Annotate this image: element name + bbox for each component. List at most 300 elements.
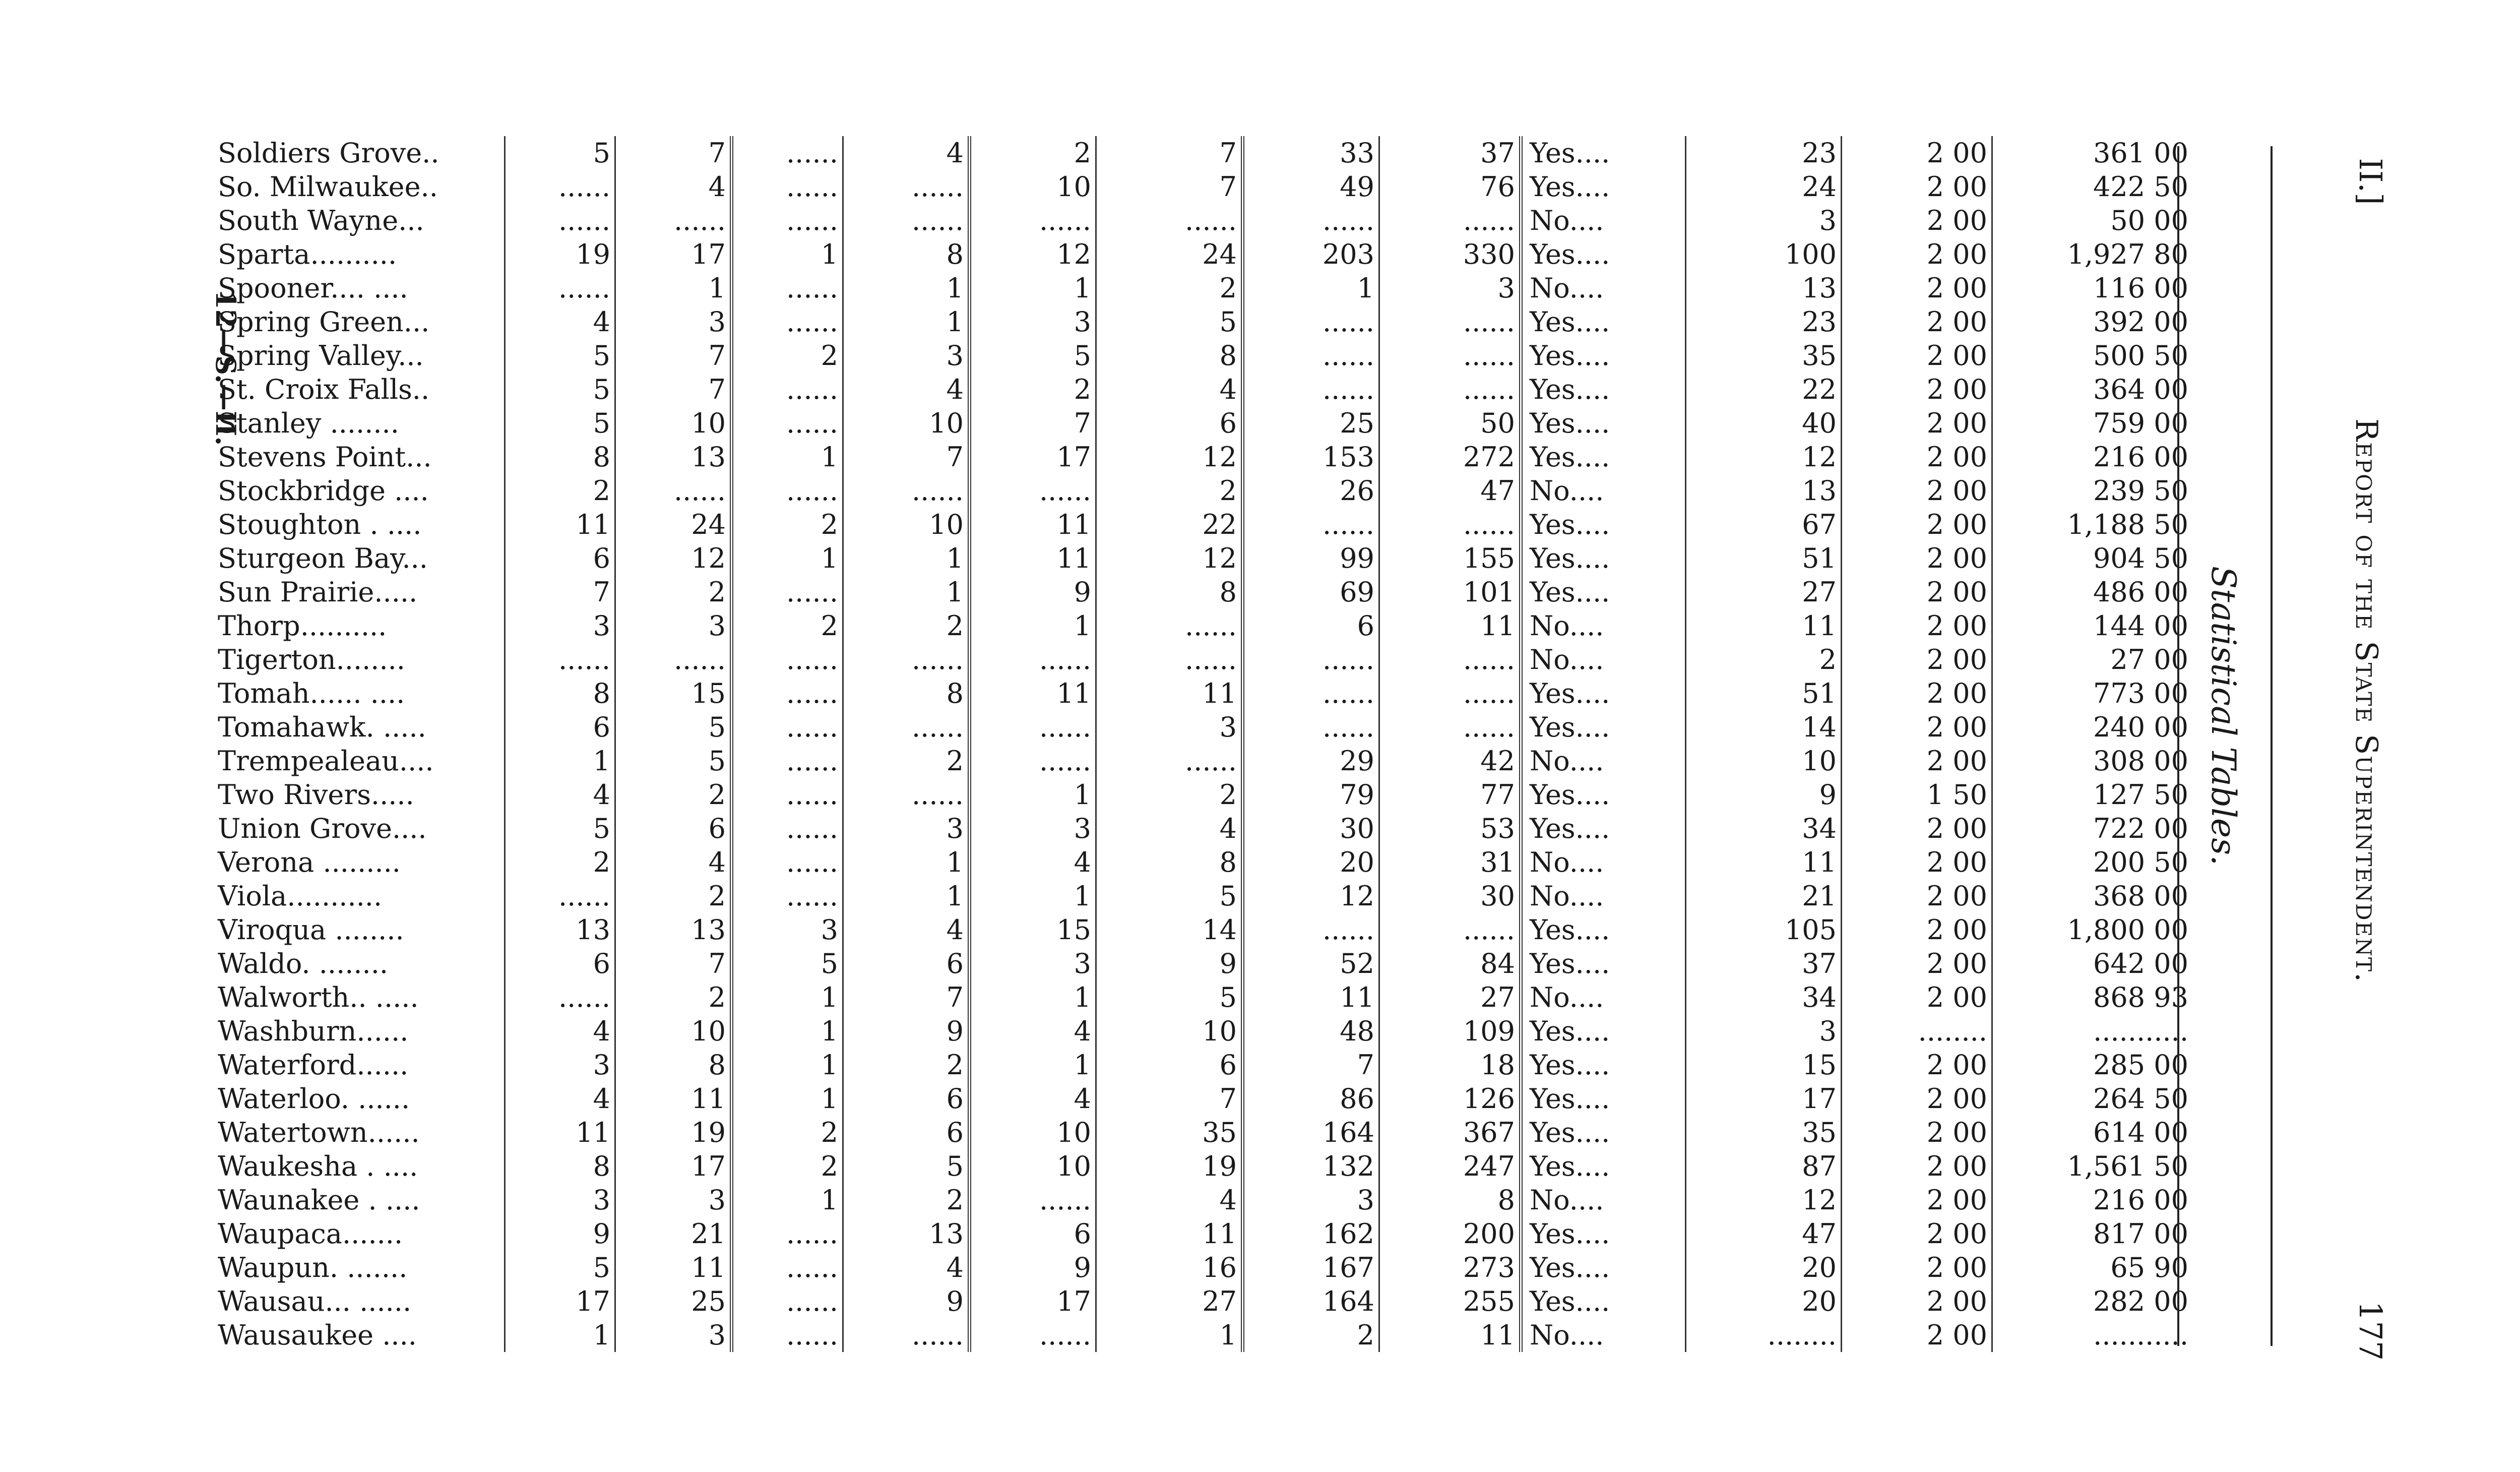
cell-col-5: ...... — [970, 744, 1096, 778]
cell-amount: 1,561 50 — [2067, 1150, 2188, 1182]
cell-col-8: 11 — [1379, 1318, 1521, 1352]
cell-district-name: Sparta.......... — [218, 238, 397, 270]
cell-col-7: ...... — [1243, 710, 1379, 744]
cell-rate: 2 00 — [1842, 845, 1992, 879]
cell-yes-no: Yes.... — [1521, 541, 1686, 575]
cell-col-7: 30 — [1243, 812, 1379, 845]
cell-col-10: 21 — [1686, 879, 1842, 913]
cell-col-8: 3 — [1379, 271, 1521, 305]
cell-col-5: 17 — [970, 440, 1096, 474]
cell-yes-no: No.... — [1521, 845, 1686, 879]
cell-col-4: ...... — [843, 778, 970, 812]
cell-col-7: 2 — [1243, 1318, 1379, 1352]
cell-col-2: 3 — [615, 609, 732, 643]
cell-col-7: ...... — [1243, 204, 1379, 237]
cell-col-4: 6 — [843, 1082, 970, 1116]
cell-col-6: 12 — [1096, 440, 1243, 474]
cell-col-10: 11 — [1686, 609, 1842, 643]
cell-col-7: 26 — [1243, 474, 1379, 508]
cell-col-8: ...... — [1379, 643, 1521, 677]
cell-col-7: 164 — [1243, 1284, 1379, 1318]
cell-col-7: 1 — [1243, 271, 1379, 305]
table-row — [212, 1251, 2192, 1284]
cell-rate: 2 00 — [1842, 947, 1992, 980]
cell-amount: 1,800 00 — [2067, 913, 2188, 946]
cell-rate: 2 00 — [1842, 980, 1992, 1014]
cell-yes-no: Yes.... — [1521, 305, 1686, 339]
cell-col-8: 126 — [1379, 1082, 1521, 1116]
column-rule-right — [2271, 146, 2273, 1346]
cell-col-4: 7 — [843, 980, 970, 1014]
cell-col-4: 4 — [843, 1251, 970, 1284]
cell-col-2: 7 — [615, 339, 732, 373]
cell-amount: 642 00 — [2093, 947, 2188, 979]
table-row — [212, 879, 2192, 913]
cell-yes-no: Yes.... — [1521, 406, 1686, 440]
cell-col-10: 3 — [1686, 1014, 1842, 1048]
cell-col-10: 24 — [1686, 170, 1842, 204]
cell-col-10: 13 — [1686, 271, 1842, 305]
cell-col-7: 6 — [1243, 609, 1379, 643]
cell-col-1: 17 — [505, 1284, 615, 1318]
cell-col-6: ...... — [1096, 609, 1243, 643]
cell-rate: 2 00 — [1842, 913, 1992, 947]
cell-col-10: ........ — [1686, 1318, 1842, 1352]
cell-col-1: 5 — [505, 373, 615, 406]
table-row — [212, 237, 2192, 271]
cell-col-7: ...... — [1243, 373, 1379, 406]
cell-col-5: ...... — [970, 1318, 1096, 1352]
cell-col-3: 1 — [732, 237, 843, 271]
table-row — [212, 440, 2192, 474]
cell-col-4: 1 — [843, 845, 970, 879]
cell-col-5: 4 — [970, 1082, 1096, 1116]
cell-col-7: 79 — [1243, 778, 1379, 812]
cell-col-1: 4 — [505, 1082, 615, 1116]
cell-col-6: 22 — [1096, 508, 1243, 541]
table-row — [212, 1217, 2192, 1251]
cell-col-2: 17 — [615, 237, 732, 271]
cell-col-6: 6 — [1096, 1048, 1243, 1082]
cell-amount: 264 50 — [2093, 1082, 2188, 1115]
cell-col-8: 37 — [1379, 136, 1521, 170]
cell-col-5: ...... — [970, 204, 1096, 237]
cell-col-7: 20 — [1243, 845, 1379, 879]
cell-col-10: 15 — [1686, 1048, 1842, 1082]
cell-col-7: ...... — [1243, 339, 1379, 373]
cell-col-6: 5 — [1096, 879, 1243, 913]
cell-district-name: Wausau... ...... — [218, 1285, 412, 1317]
cell-col-8: 272 — [1379, 440, 1521, 474]
cell-col-3: ...... — [732, 1251, 843, 1284]
cell-col-10: 87 — [1686, 1149, 1842, 1183]
cell-col-1: ...... — [505, 170, 615, 204]
cell-col-5: 7 — [970, 406, 1096, 440]
cell-col-6: 8 — [1096, 575, 1243, 609]
cell-col-3: 1 — [732, 1048, 843, 1082]
cell-rate: 2 00 — [1842, 1183, 1992, 1217]
cell-col-7: ...... — [1243, 913, 1379, 947]
cell-amount: 364 00 — [2093, 373, 2188, 405]
cell-col-1: 19 — [505, 237, 615, 271]
cell-col-8: 77 — [1379, 778, 1521, 812]
cell-col-8: ...... — [1379, 305, 1521, 339]
cell-yes-no: Yes.... — [1521, 812, 1686, 845]
cell-col-3: 3 — [732, 913, 843, 947]
cell-col-6: ...... — [1096, 744, 1243, 778]
cell-col-8: ...... — [1379, 710, 1521, 744]
cell-col-5: 11 — [970, 677, 1096, 710]
cell-col-3: ...... — [732, 406, 843, 440]
cell-rate: 2 00 — [1842, 710, 1992, 744]
cell-rate: 2 00 — [1842, 879, 1992, 913]
cell-col-2: 2 — [615, 575, 732, 609]
cell-col-7: 99 — [1243, 541, 1379, 575]
side-heading: Statistical Tables. — [2204, 566, 2243, 866]
cell-yes-no: No.... — [1521, 879, 1686, 913]
cell-col-5: 4 — [970, 845, 1096, 879]
cell-rate: 2 00 — [1842, 541, 1992, 575]
cell-col-3: 1 — [732, 1183, 843, 1217]
cell-district-name: Viroqua ........ — [218, 913, 404, 946]
cell-col-10: 23 — [1686, 136, 1842, 170]
cell-col-8: 109 — [1379, 1014, 1521, 1048]
cell-col-10: 11 — [1686, 845, 1842, 879]
cell-col-6: 24 — [1096, 237, 1243, 271]
cell-col-5: 10 — [970, 1116, 1096, 1149]
cell-district-name: Walworth.. ..... — [218, 981, 419, 1013]
cell-col-8: ...... — [1379, 508, 1521, 541]
cell-col-4: ...... — [843, 643, 970, 677]
cell-col-3: ...... — [732, 271, 843, 305]
cell-col-3: ...... — [732, 1217, 843, 1251]
cell-rate: 2 00 — [1842, 271, 1992, 305]
cell-district-name: Waterford...... — [218, 1049, 409, 1081]
cell-col-4: 13 — [843, 1217, 970, 1251]
table-row — [212, 136, 2192, 170]
cell-col-6: 7 — [1096, 136, 1243, 170]
cell-district-name: So. Milwaukee.. — [218, 170, 438, 203]
table-row — [212, 541, 2192, 575]
cell-district-name: Viola........... — [218, 880, 383, 912]
cell-col-3: 1 — [732, 1014, 843, 1048]
cell-col-10: 35 — [1686, 1116, 1842, 1149]
cell-col-4: ...... — [843, 710, 970, 744]
cell-col-6: 4 — [1096, 1183, 1243, 1217]
cell-col-5: 1 — [970, 980, 1096, 1014]
cell-col-10: 20 — [1686, 1251, 1842, 1284]
table-row — [212, 845, 2192, 879]
cell-district-name: Stockbridge .... — [218, 474, 429, 507]
cell-col-6: 11 — [1096, 677, 1243, 710]
cell-col-7: ...... — [1243, 508, 1379, 541]
cell-col-4: 6 — [843, 1116, 970, 1149]
cell-col-5: 17 — [970, 1284, 1096, 1318]
cell-col-6: ...... — [1096, 204, 1243, 237]
cell-col-1: 3 — [505, 1048, 615, 1082]
cell-col-10: 67 — [1686, 508, 1842, 541]
table-row — [212, 406, 2192, 440]
cell-col-10: 47 — [1686, 1217, 1842, 1251]
cell-col-8: 11 — [1379, 609, 1521, 643]
cell-amount: 500 50 — [2093, 339, 2188, 372]
cell-col-5: 10 — [970, 170, 1096, 204]
cell-district-name: Sun Prairie..... — [218, 576, 418, 608]
cell-col-7: ...... — [1243, 643, 1379, 677]
cell-district-name: Spring Valley... — [218, 339, 424, 372]
cell-amount: 361 00 — [2093, 137, 2188, 169]
table-row — [212, 1284, 2192, 1318]
cell-col-7: 48 — [1243, 1014, 1379, 1048]
cell-col-6: 27 — [1096, 1284, 1243, 1318]
cell-col-4: 2 — [843, 609, 970, 643]
cell-col-4: 9 — [843, 1014, 970, 1048]
cell-rate: 2 00 — [1842, 1082, 1992, 1116]
cell-col-8: 30 — [1379, 879, 1521, 913]
cell-col-8: ...... — [1379, 913, 1521, 947]
cell-col-10: 17 — [1686, 1082, 1842, 1116]
cell-col-7: 167 — [1243, 1251, 1379, 1284]
cell-amount: 368 00 — [2093, 880, 2188, 912]
cell-col-5: 4 — [970, 1014, 1096, 1048]
cell-col-4: 2 — [843, 744, 970, 778]
cell-col-2: 3 — [615, 1183, 732, 1217]
cell-col-1: 7 — [505, 575, 615, 609]
table-row — [212, 204, 2192, 237]
cell-yes-no: Yes.... — [1521, 1082, 1686, 1116]
cell-rate: 2 00 — [1842, 609, 1992, 643]
cell-col-2: 2 — [615, 778, 732, 812]
cell-col-1: 3 — [505, 1183, 615, 1217]
cell-col-2: ...... — [615, 204, 732, 237]
cell-col-5: 3 — [970, 812, 1096, 845]
cell-col-6: 11 — [1096, 1217, 1243, 1251]
cell-col-8: 101 — [1379, 575, 1521, 609]
cell-col-8: ...... — [1379, 204, 1521, 237]
cell-rate: 2 00 — [1842, 744, 1992, 778]
cell-amount: 817 00 — [2093, 1217, 2188, 1250]
cell-amount: 722 00 — [2093, 812, 2188, 844]
cell-col-6: 4 — [1096, 373, 1243, 406]
cell-col-3: 1 — [732, 1082, 843, 1116]
cell-col-10: 27 — [1686, 575, 1842, 609]
cell-col-2: 21 — [615, 1217, 732, 1251]
cell-col-3: ...... — [732, 643, 843, 677]
table-row — [212, 1183, 2192, 1217]
table-row — [212, 643, 2192, 677]
cell-col-2: 4 — [615, 845, 732, 879]
table-row — [212, 913, 2192, 947]
cell-yes-no: Yes.... — [1521, 136, 1686, 170]
cell-col-5: 9 — [970, 1251, 1096, 1284]
table-row — [212, 305, 2192, 339]
cell-col-1: 6 — [505, 541, 615, 575]
cell-col-6: 5 — [1096, 305, 1243, 339]
cell-col-6: 16 — [1096, 1251, 1243, 1284]
cell-district-name: Tomah...... .... — [218, 677, 405, 709]
column-rule-left — [2177, 146, 2179, 1346]
cell-col-10: 100 — [1686, 237, 1842, 271]
table-row — [212, 1048, 2192, 1082]
cell-col-1: ...... — [505, 643, 615, 677]
cell-col-4: ...... — [843, 474, 970, 508]
cell-col-4: 3 — [843, 812, 970, 845]
cell-rate: 2 00 — [1842, 406, 1992, 440]
cell-amount: 486 00 — [2093, 576, 2188, 608]
page-section-label: II.] — [2352, 158, 2389, 205]
cell-col-3: ...... — [732, 575, 843, 609]
cell-col-1: 9 — [505, 1217, 615, 1251]
cell-rate: 2 00 — [1842, 440, 1992, 474]
cell-rate: 2 00 — [1842, 305, 1992, 339]
cell-col-1: 13 — [505, 913, 615, 947]
cell-col-2: ...... — [615, 474, 732, 508]
cell-col-2: 3 — [615, 305, 732, 339]
cell-col-3: ...... — [732, 879, 843, 913]
cell-amount: ........... — [2093, 1015, 2188, 1047]
cell-rate: 2 00 — [1842, 1251, 1992, 1284]
cell-rate: 1 50 — [1842, 778, 1992, 812]
cell-amount: 1,188 50 — [2067, 508, 2188, 540]
cell-amount: 50 00 — [2110, 204, 2188, 236]
cell-district-name: Stoughton . .... — [218, 508, 422, 540]
cell-col-2: 11 — [615, 1082, 732, 1116]
table-row — [212, 508, 2192, 541]
cell-col-8: 367 — [1379, 1116, 1521, 1149]
cell-col-10: 34 — [1686, 812, 1842, 845]
cell-col-2: 4 — [615, 170, 732, 204]
cell-district-name: South Wayne... — [218, 204, 424, 236]
cell-col-4: 1 — [843, 541, 970, 575]
cell-col-10: 40 — [1686, 406, 1842, 440]
cell-amount: 773 00 — [2093, 677, 2188, 709]
cell-col-6: 3 — [1096, 710, 1243, 744]
table-row — [212, 947, 2192, 980]
cell-district-name: Washburn...... — [218, 1015, 409, 1047]
cell-col-1: 5 — [505, 136, 615, 170]
cell-col-1: 8 — [505, 440, 615, 474]
cell-col-8: ...... — [1379, 677, 1521, 710]
statistics-table-area — [212, 136, 2192, 1352]
cell-col-2: 10 — [615, 406, 732, 440]
cell-district-name: Waupaca....... — [218, 1217, 403, 1250]
cell-amount: 285 00 — [2093, 1049, 2188, 1081]
cell-col-10: 2 — [1686, 643, 1842, 677]
cell-col-5: 3 — [970, 305, 1096, 339]
cell-district-name: St. Croix Falls.. — [218, 373, 430, 405]
cell-rate: ........ — [1842, 1014, 1992, 1048]
cell-col-4: ...... — [843, 170, 970, 204]
cell-col-5: 12 — [970, 237, 1096, 271]
cell-col-1: 2 — [505, 474, 615, 508]
cell-col-1: 5 — [505, 339, 615, 373]
cell-col-3: ...... — [732, 710, 843, 744]
cell-col-1: 2 — [505, 845, 615, 879]
cell-col-1: ...... — [505, 980, 615, 1014]
cell-district-name: Two Rivers..... — [218, 778, 414, 811]
cell-col-10: 10 — [1686, 744, 1842, 778]
cell-rate: 2 00 — [1842, 1048, 1992, 1082]
cell-col-10: 13 — [1686, 474, 1842, 508]
cell-amount: 144 00 — [2093, 609, 2188, 642]
cell-amount: 614 00 — [2093, 1116, 2188, 1148]
cell-col-1: 4 — [505, 1014, 615, 1048]
cell-col-10: 22 — [1686, 373, 1842, 406]
cell-col-6: ...... — [1096, 643, 1243, 677]
cell-col-3: 1 — [732, 980, 843, 1014]
cell-col-1: 6 — [505, 947, 615, 980]
cell-col-6: 19 — [1096, 1149, 1243, 1183]
cell-yes-no: Yes.... — [1521, 508, 1686, 541]
cell-district-name: Waldo. ........ — [218, 947, 389, 979]
cell-col-4: 8 — [843, 677, 970, 710]
cell-rate: 2 00 — [1842, 677, 1992, 710]
cell-col-3: ...... — [732, 778, 843, 812]
cell-col-10: 23 — [1686, 305, 1842, 339]
cell-col-5: 6 — [970, 1217, 1096, 1251]
cell-col-4: 10 — [843, 508, 970, 541]
cell-col-7: 12 — [1243, 879, 1379, 913]
cell-col-2: 7 — [615, 947, 732, 980]
cell-col-6: 6 — [1096, 406, 1243, 440]
cell-yes-no: No.... — [1521, 204, 1686, 237]
cell-col-3: 2 — [732, 1116, 843, 1149]
cell-col-2: 19 — [615, 1116, 732, 1149]
cell-yes-no: Yes.... — [1521, 373, 1686, 406]
cell-col-3: 5 — [732, 947, 843, 980]
cell-col-8: ...... — [1379, 339, 1521, 373]
cell-col-2: ...... — [615, 643, 732, 677]
cell-col-4: 2 — [843, 1048, 970, 1082]
cell-col-4: 5 — [843, 1149, 970, 1183]
cell-yes-no: No.... — [1521, 474, 1686, 508]
cell-col-6: 5 — [1096, 980, 1243, 1014]
cell-col-6: 8 — [1096, 845, 1243, 879]
cell-col-6: 2 — [1096, 271, 1243, 305]
cell-rate: 2 00 — [1842, 136, 1992, 170]
cell-col-7: 7 — [1243, 1048, 1379, 1082]
cell-yes-no: No.... — [1521, 1318, 1686, 1352]
cell-col-1: 8 — [505, 677, 615, 710]
cell-col-2: 17 — [615, 1149, 732, 1183]
cell-col-5: 3 — [970, 947, 1096, 980]
cell-yes-no: Yes.... — [1521, 170, 1686, 204]
cell-yes-no: Yes.... — [1521, 778, 1686, 812]
cell-district-name: Waukesha . .... — [218, 1150, 418, 1182]
cell-amount: 239 50 — [2093, 474, 2188, 507]
signature-mark: 12—S.—II. — [210, 290, 242, 446]
cell-col-8: 50 — [1379, 406, 1521, 440]
cell-col-2: 7 — [615, 373, 732, 406]
cell-col-7: 86 — [1243, 1082, 1379, 1116]
cell-amount: 1,927 80 — [2067, 238, 2188, 270]
cell-yes-no: Yes.... — [1521, 947, 1686, 980]
cell-district-name: Sturgeon Bay... — [218, 542, 428, 574]
cell-col-8: 330 — [1379, 237, 1521, 271]
cell-col-3: 2 — [732, 339, 843, 373]
cell-col-3: ...... — [732, 1318, 843, 1352]
cell-district-name: Union Grove.... — [218, 812, 427, 844]
cell-col-7: 33 — [1243, 136, 1379, 170]
cell-col-6: 12 — [1096, 541, 1243, 575]
cell-col-7: ...... — [1243, 677, 1379, 710]
cell-amount: 422 50 — [2093, 170, 2188, 203]
cell-yes-no: Yes.... — [1521, 237, 1686, 271]
cell-col-5: 1 — [970, 271, 1096, 305]
cell-col-2: 15 — [615, 677, 732, 710]
cell-yes-no: Yes.... — [1521, 1014, 1686, 1048]
cell-rate: 2 00 — [1842, 1284, 1992, 1318]
